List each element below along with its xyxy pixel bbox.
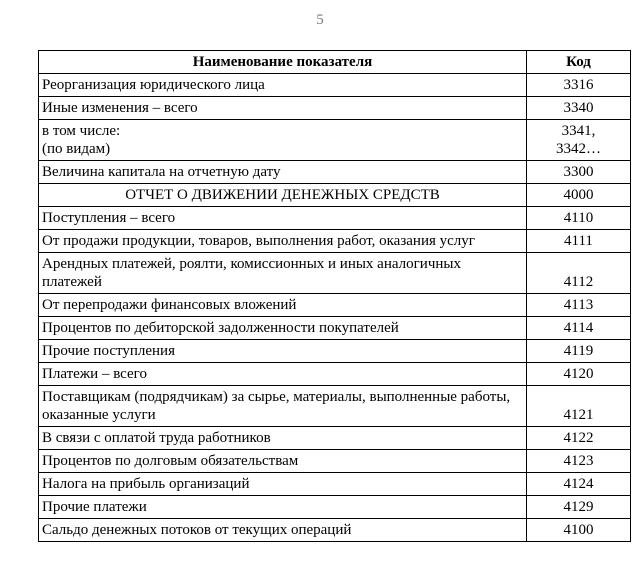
row-code: 4123 xyxy=(527,450,631,473)
table-row xyxy=(39,427,631,450)
row-name: Иные изменения – всего xyxy=(39,97,527,120)
table-row xyxy=(39,473,631,496)
row-code: 4100 xyxy=(527,519,631,542)
row-code: 4114 xyxy=(527,317,631,340)
table-row xyxy=(39,450,631,473)
row-code: 4120 xyxy=(527,363,631,386)
row-code xyxy=(527,120,631,161)
row-name: Поступления – всего xyxy=(39,207,527,230)
row-code: 4124 xyxy=(527,473,631,496)
table-row-section xyxy=(39,184,631,207)
row-name: Процентов по долговым обязательствам xyxy=(39,450,527,473)
table-row xyxy=(39,340,631,363)
row-name-line: (по видам) xyxy=(42,141,111,157)
row-code: 4112 xyxy=(527,253,631,294)
row-name: Прочие поступления xyxy=(39,340,527,363)
table-row xyxy=(39,519,631,542)
row-name: Поставщикам (подрядчикам) за сырье, материалы, выполненные работы, оказанные услуги xyxy=(39,386,527,427)
row-code: 4113 xyxy=(527,294,631,317)
row-name: Величина капитала на отчетную дату xyxy=(39,161,527,184)
page-number: 5 xyxy=(316,12,324,28)
row-name: Арендных платежей, роялти, комиссионных и иных аналогичных платежей xyxy=(39,253,527,294)
row-code-line: 3341, xyxy=(561,123,596,139)
table-row xyxy=(39,74,631,97)
table-row xyxy=(39,496,631,519)
row-name: Сальдо денежных потоков от текущих операций xyxy=(39,519,527,542)
row-code: 4110 xyxy=(527,207,631,230)
row-name xyxy=(39,120,527,161)
row-code: 4121 xyxy=(527,386,631,427)
row-code: 4000 xyxy=(527,184,631,207)
row-name-line: в том числе: xyxy=(42,123,121,139)
table-row xyxy=(39,161,631,184)
table-row xyxy=(39,386,631,427)
table-header-row xyxy=(39,51,631,74)
row-code: 3300 xyxy=(527,161,631,184)
row-code-line: 3342… xyxy=(556,141,601,157)
table-row xyxy=(39,230,631,253)
row-name: От продажи продукции, товаров, выполнения работ, оказания услуг xyxy=(39,230,527,253)
row-name: Процентов по дебиторской задолженности покупателей xyxy=(39,317,527,340)
indicators-table xyxy=(38,50,631,542)
table-row xyxy=(39,294,631,317)
row-code: 3316 xyxy=(527,74,631,97)
table-row xyxy=(39,120,631,161)
row-name: Налога на прибыль организаций xyxy=(39,473,527,496)
row-code: 4111 xyxy=(527,230,631,253)
table-row xyxy=(39,207,631,230)
table-row xyxy=(39,253,631,294)
row-name: Прочие платежи xyxy=(39,496,527,519)
row-code: 4122 xyxy=(527,427,631,450)
row-name: В связи с оплатой труда работников xyxy=(39,427,527,450)
table-row xyxy=(39,363,631,386)
row-name: Платежи – всего xyxy=(39,363,527,386)
row-name: От перепродажи финансовых вложений xyxy=(39,294,527,317)
row-name: Реорганизация юридического лица xyxy=(39,74,527,97)
table-row xyxy=(39,317,631,340)
row-code: 4129 xyxy=(527,496,631,519)
column-header-name: Наименование показателя xyxy=(39,51,527,74)
section-title: ОТЧЕТ О ДВИЖЕНИИ ДЕНЕЖНЫХ СРЕДСТВ xyxy=(39,184,527,207)
row-code: 3340 xyxy=(527,97,631,120)
table-row xyxy=(39,97,631,120)
row-code: 4119 xyxy=(527,340,631,363)
column-header-code: Код xyxy=(527,51,631,74)
